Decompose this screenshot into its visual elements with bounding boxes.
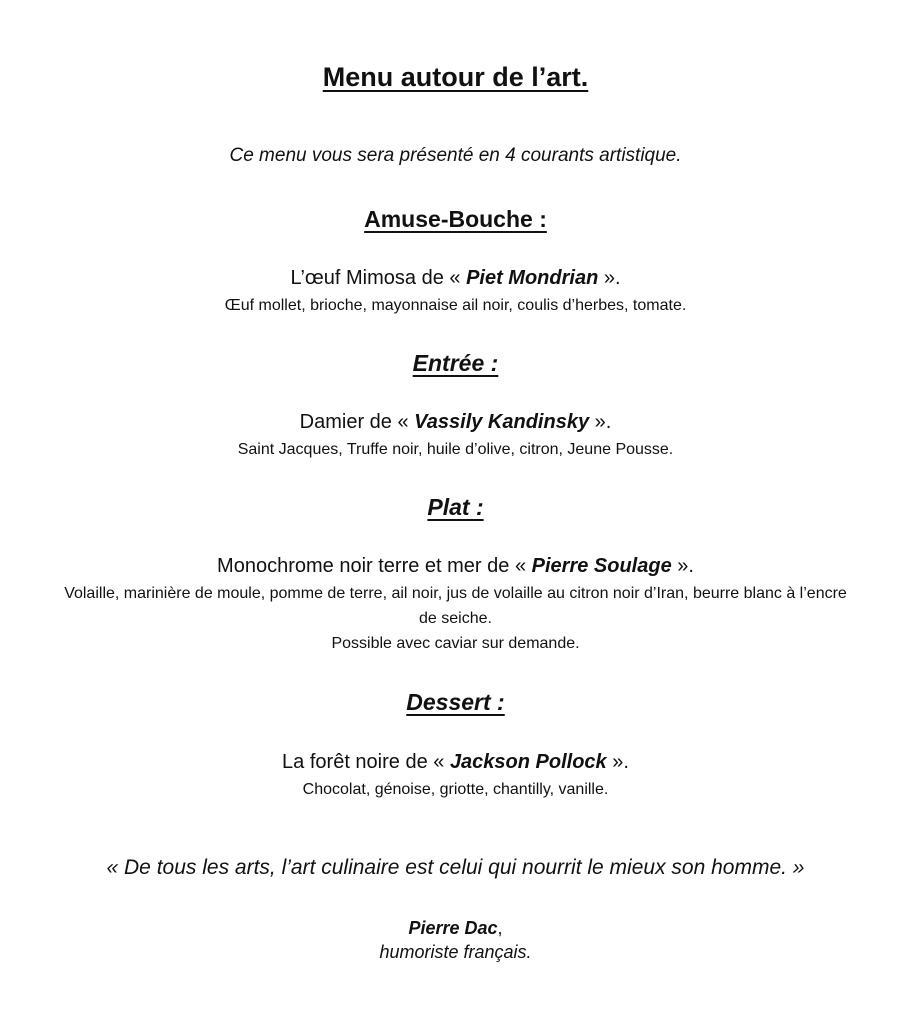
section-heading-entree: Entrée :	[412, 350, 499, 376]
dish-suffix: ».	[606, 751, 629, 773]
author-comma: ,	[497, 918, 503, 938]
menu-title: Menu autour de l’art.	[322, 62, 589, 92]
artist-name: Jackson Pollock	[449, 751, 607, 773]
artist-name: Piet Mondrian	[466, 267, 599, 289]
dish-dessert	[0, 751, 911, 774]
dish-prefix: Monochrome noir terre et mer de «	[217, 555, 532, 577]
dish-description: Œuf mollet, brioche, mayonnaise ail noir, coulis d’herbes, tomate.	[224, 297, 687, 314]
dish-description: Saint Jacques, Truffe noir, huile d’olive, citron, Jeune Pousse.	[237, 441, 674, 458]
quote: « De tous les arts, l’art culinaire est celui qui nourrit le mieux son homme. »	[106, 856, 805, 879]
dish-amuse-bouche	[0, 267, 911, 290]
quote-author	[0, 918, 911, 939]
dish-prefix: L’œuf Mimosa de «	[290, 267, 467, 289]
dish-plat	[0, 555, 911, 578]
dish-description: de seiche.	[419, 610, 492, 627]
author-name: Pierre Dac	[408, 918, 498, 938]
section-heading-plat: Plat :	[427, 494, 484, 520]
artist-name: Pierre Soulage	[531, 555, 672, 577]
dish-suffix: ».	[589, 411, 612, 433]
menu-intro: Ce menu vous sera présenté en 4 courants artistique.	[229, 145, 682, 166]
section-heading-dessert: Dessert :	[406, 689, 505, 715]
dish-description: Volaille, marinière de moule, pomme de terre, ail noir, jus de volaille au citron noir d’Iran, beurre blanc à l’encre	[64, 585, 847, 602]
dish-prefix: La forêt noire de «	[282, 751, 450, 773]
dish-note: Possible avec caviar sur demande.	[331, 635, 580, 652]
section-heading-amuse-bouche: Amuse-Bouche :	[364, 206, 547, 232]
dish-suffix: ».	[598, 267, 621, 289]
dish-prefix: Damier de «	[299, 411, 415, 433]
dish-suffix: ».	[671, 555, 694, 577]
dish-entree	[0, 411, 911, 434]
author-role: humoriste français.	[379, 942, 532, 962]
dish-description: Chocolat, génoise, griotte, chantilly, vanille.	[302, 781, 609, 798]
artist-name: Vassily Kandinsky	[414, 411, 590, 433]
